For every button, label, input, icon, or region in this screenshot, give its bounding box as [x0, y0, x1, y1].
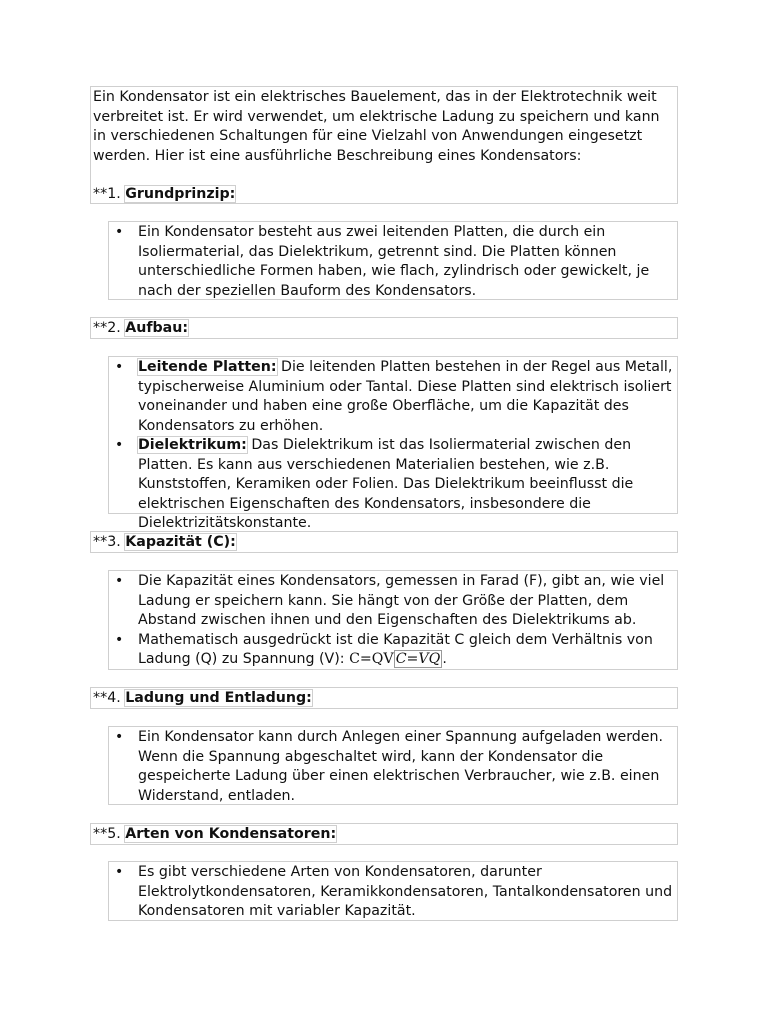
section-2-list — [108, 356, 678, 531]
heading-prefix: **4. — [93, 690, 121, 706]
list-item: • Ein Kondensator kann durch Anlegen einer Spannung aufgeladen werden. Wenn die Spannung abgeschaltet wird, kann der Kondensator die gespeicherte Ladung über einen elektrischen Verbraucher, wie z.B. einen Widerstand, entladen. — [109, 728, 677, 806]
list-item — [109, 358, 677, 436]
heading-title: Kapazität (C): — [125, 534, 236, 550]
heading-title: Arten von Kondensatoren: — [125, 826, 337, 842]
heading-title: Grundprinzip: — [125, 186, 236, 202]
term-text: Die leitenden Platten bestehen in der Regel aus Metall, typischerweise Aluminium oder Tantal. Diese Platten sind elektrisch isoliert voneinander und haben eine große Oberfläche, um die Kapazität des Kondensators zu erhöhen. — [138, 359, 673, 434]
term-text: Das Dielektrikum ist das Isoliermaterial zwischen den Platten. Es kann aus verschiedenen Materialien bestehen, wie z.B. Kunststoffen, Keramiken oder Folien. Das Dielektrikum beeinflusst die elektrischen Eigenschaften des Kondensators, insbesondere die Dielektrizitätskonstante. — [138, 437, 634, 531]
intro-section — [90, 86, 678, 204]
section-4-list — [108, 726, 678, 805]
heading-prefix: **1. — [93, 186, 121, 202]
section-3-list — [108, 570, 678, 670]
heading-prefix: **2. — [93, 320, 121, 336]
section-heading-2 — [90, 317, 678, 339]
intro-paragraph: Ein Kondensator ist ein elektrisches Bauelement, das in der Elektrotechnik weit verbreitet ist. Er wird verwendet, um elektrische Ladung zu speichern und kann in verschiedenen Schaltungen für eine Vielzahl von Anwendungen eingesetzt werden. Hier ist eine ausführliche Beschreibung eines Kondensators: — [93, 89, 660, 164]
section-heading-5 — [90, 823, 678, 845]
heading-prefix: **3. — [93, 534, 121, 550]
section-heading-4 — [90, 687, 678, 709]
list-item: • Ein Kondensator besteht aus zwei leitenden Platten, die durch ein Isoliermaterial, das Dielektrikum, getrennt sind. Die Platten können unterschiedliche Formen haben, wie flach, zylindrisch oder gewickelt, je nach der speziellen Bauform des Kondensators. — [109, 223, 677, 301]
list-item: • Es gibt verschiedene Arten von Kondensatoren, darunter Elektrolytkondensatoren, Keramikkondensatoren, Tantalkondensatoren und Kondensatoren mit variabler Kapazität. — [109, 863, 677, 922]
list-item — [109, 436, 677, 534]
list-item — [109, 631, 677, 670]
heading-prefix: **5. — [93, 826, 121, 842]
term: Dielektrikum: — [138, 437, 247, 453]
heading-title: Aufbau: — [125, 320, 189, 336]
section-heading-3 — [90, 531, 678, 553]
section-heading-1 — [93, 185, 675, 205]
item-end: . — [442, 651, 447, 667]
section-5-list — [108, 861, 678, 921]
heading-title: Ladung und Entladung: — [125, 690, 312, 706]
list-item: • Die Kapazität eines Kondensators, gemessen in Farad (F), gibt an, wie viel Ladung er speichern kann. Sie hängt von der Größe der Platten, dem Abstand zwischen ihnen und den Eigenschaften des Dielektrikums ab. — [109, 572, 677, 631]
formula-inline: C=VQ — [395, 651, 441, 667]
item-text: Mathematisch ausgedrückt ist die Kapazität C gleich dem Verhältnis von Ladung (Q) zu Spannung (V): — [138, 631, 653, 667]
section-1-list — [108, 221, 678, 300]
term: Leitende Platten: — [138, 359, 277, 375]
formula-display: C=QV — [349, 651, 394, 667]
